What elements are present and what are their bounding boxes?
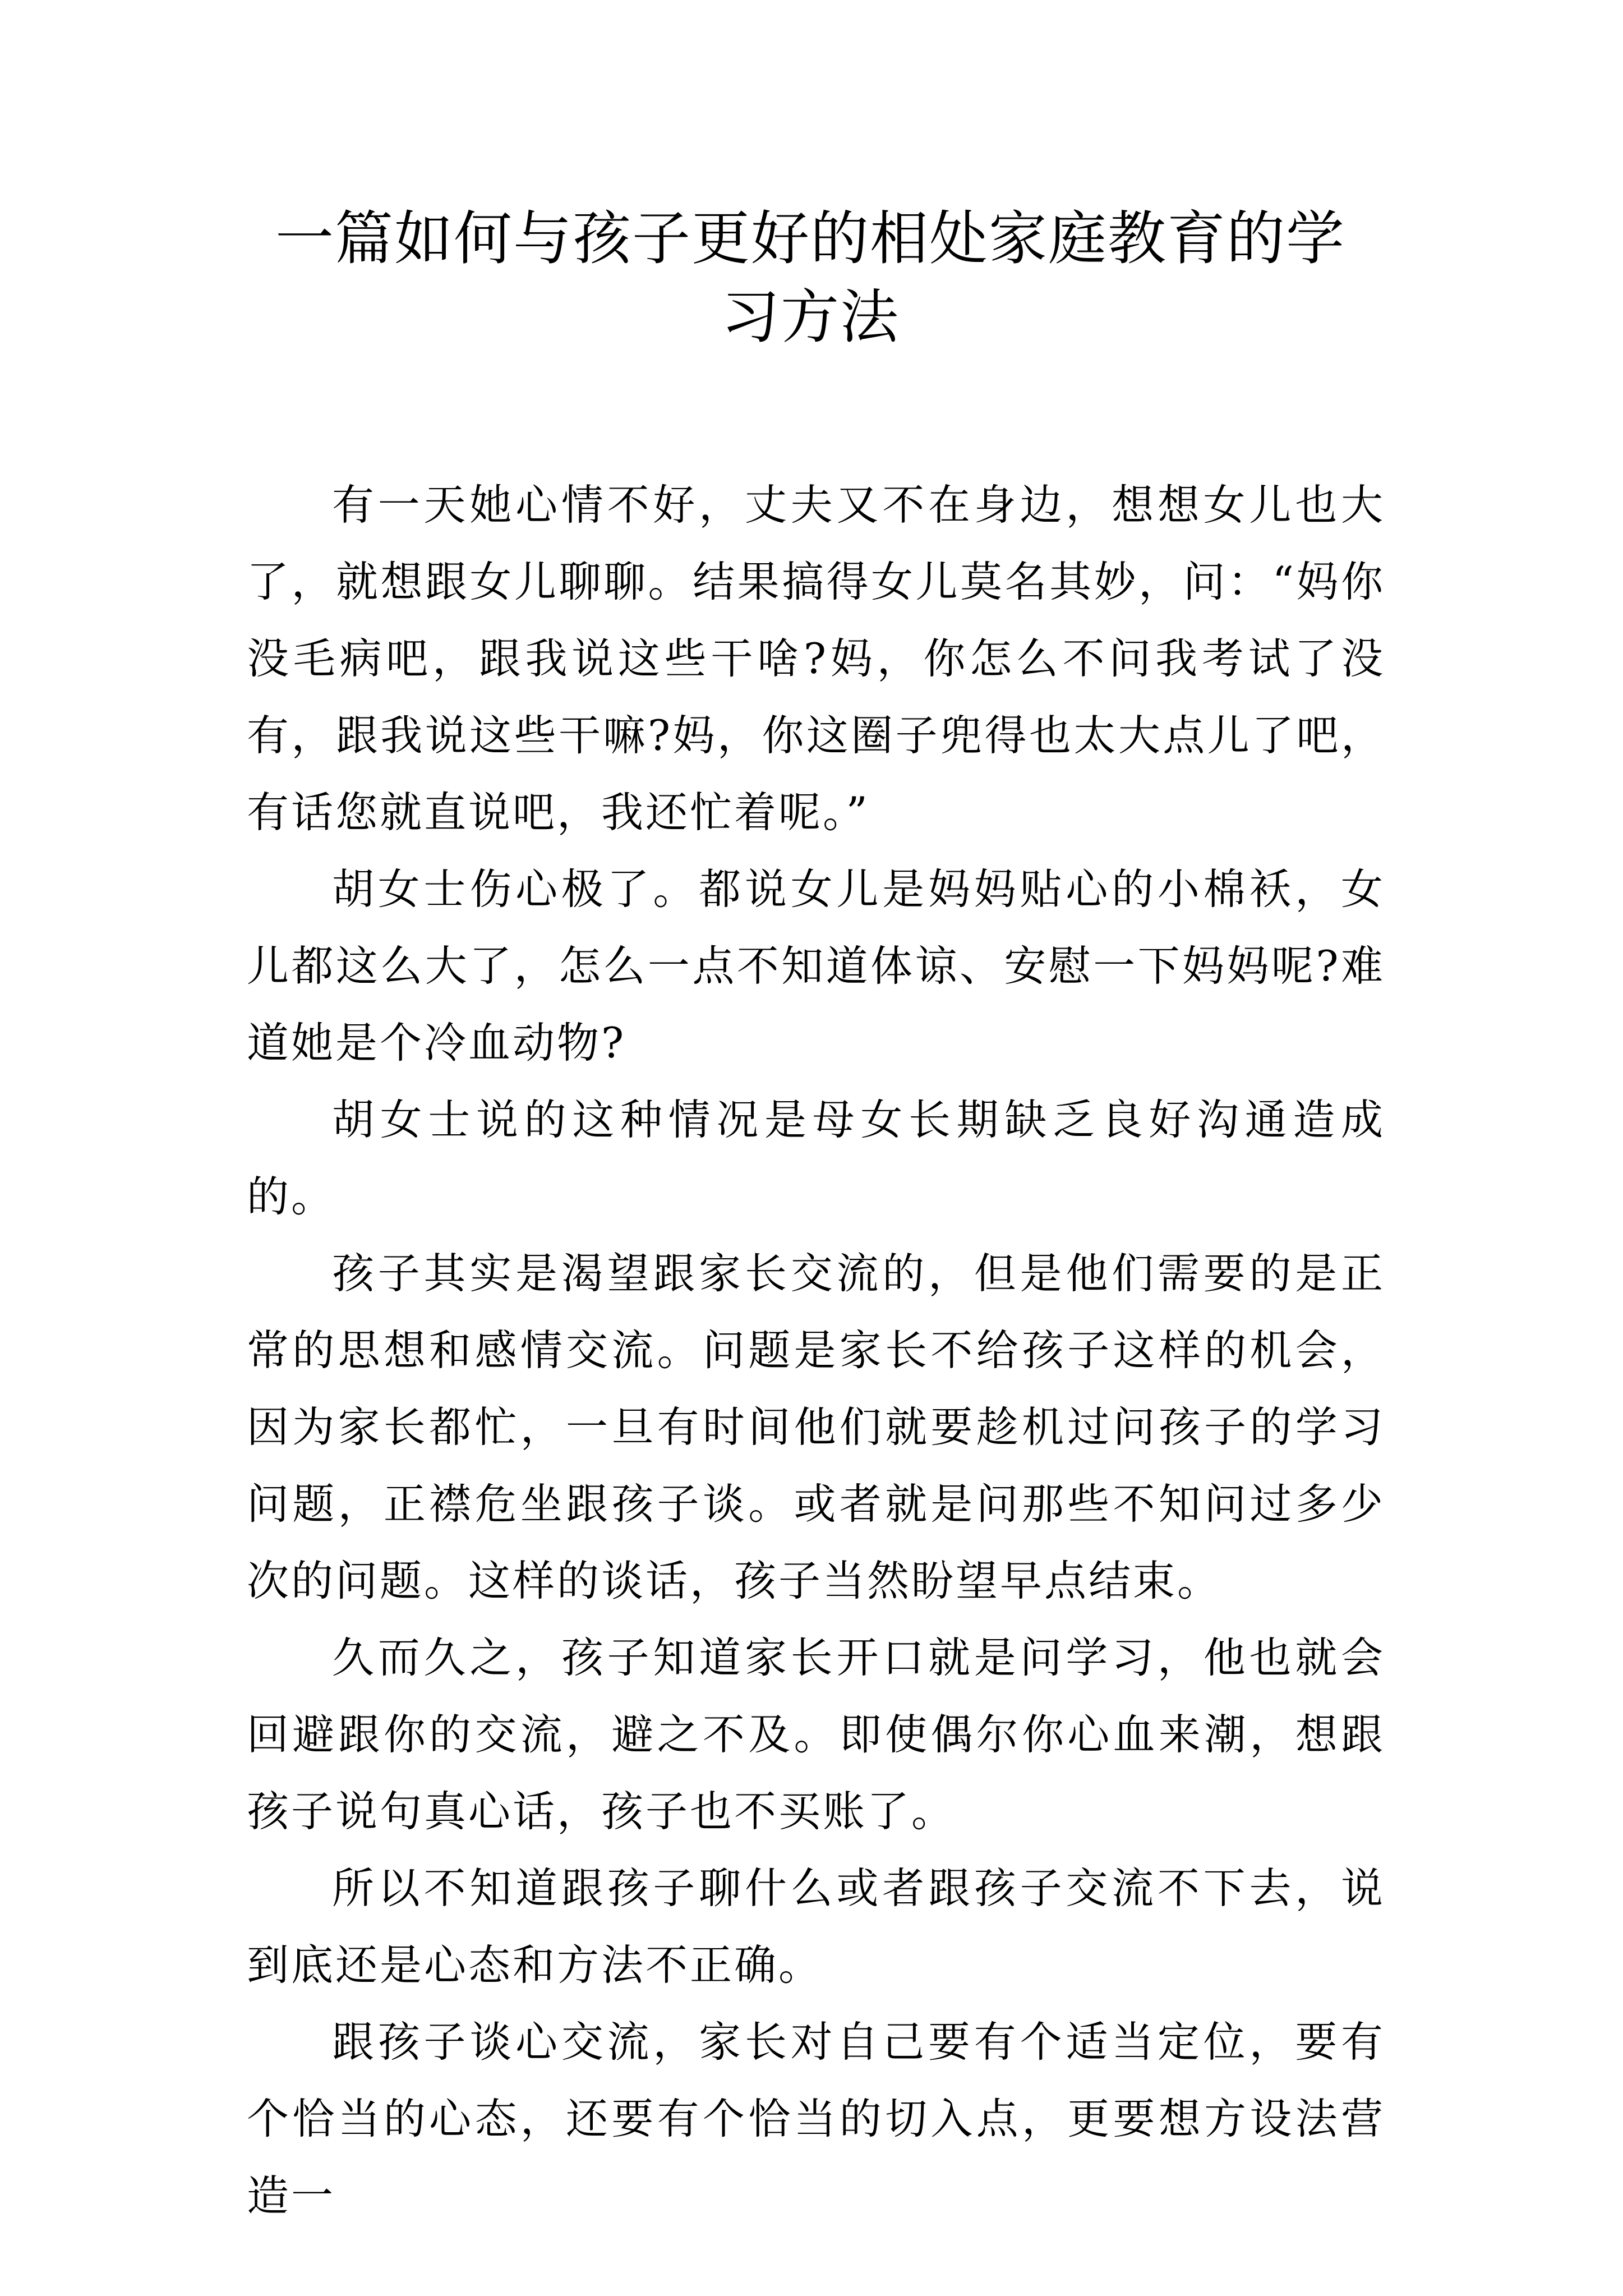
document-body xyxy=(247,467,1385,2234)
paragraph: 有一天她心情不好，丈夫又不在身边，想想女儿也大了，就想跟女儿聊聊。结果搞得女儿莫名其妙，问：“妈你没毛病吧，跟我说这些干啥?妈，你怎么不问我考试了没有，跟我说这些干嘛?妈，你这圈子兜得也太大点儿了吧，有话您就直说吧，我还忙着呢。” xyxy=(247,480,1385,837)
paragraph: 孩子其实是渴望跟家长交流的，但是他们需要的是正常的思想和感情交流。问题是家长不给孩子这样的机会，因为家长都忙，一旦有时间他们就要趁机过问孩子的学习问题，正襟危坐跟孩子谈。或者就是问那些不知问过多少次的问题。这样的谈话，孩子当然盼望早点结束。 xyxy=(247,1249,1385,1605)
paragraph: 胡女士伤心极了。都说女儿是妈妈贴心的小棉袄，女儿都这么大了，怎么一点不知道体谅、安慰一下妈妈呢?难道她是个冷血动物? xyxy=(247,864,1385,1068)
document-title: 一篇如何与孩子更好的相处家庭教育的学习方法 xyxy=(275,204,1345,351)
paragraph: 久而久之，孩子知道家长开口就是问学习，他也就会回避跟你的交流，避之不及。即使偶尔你心血来潮，想跟孩子说句真心话，孩子也不买账了。 xyxy=(247,1633,1385,1836)
paragraph: 跟孩子谈心交流，家长对自己要有个适当定位，要有个恰当的心态，还要有个恰当的切入点，更要想方设法营造一 xyxy=(247,2017,1385,2220)
paragraph: 所以不知道跟孩子聊什么或者跟孩子交流不下去，说到底还是心态和方法不正确。 xyxy=(247,1864,1385,1990)
paragraph: 胡女士说的这种情况是母女长期缺乏良好沟通造成的。 xyxy=(247,1095,1385,1221)
